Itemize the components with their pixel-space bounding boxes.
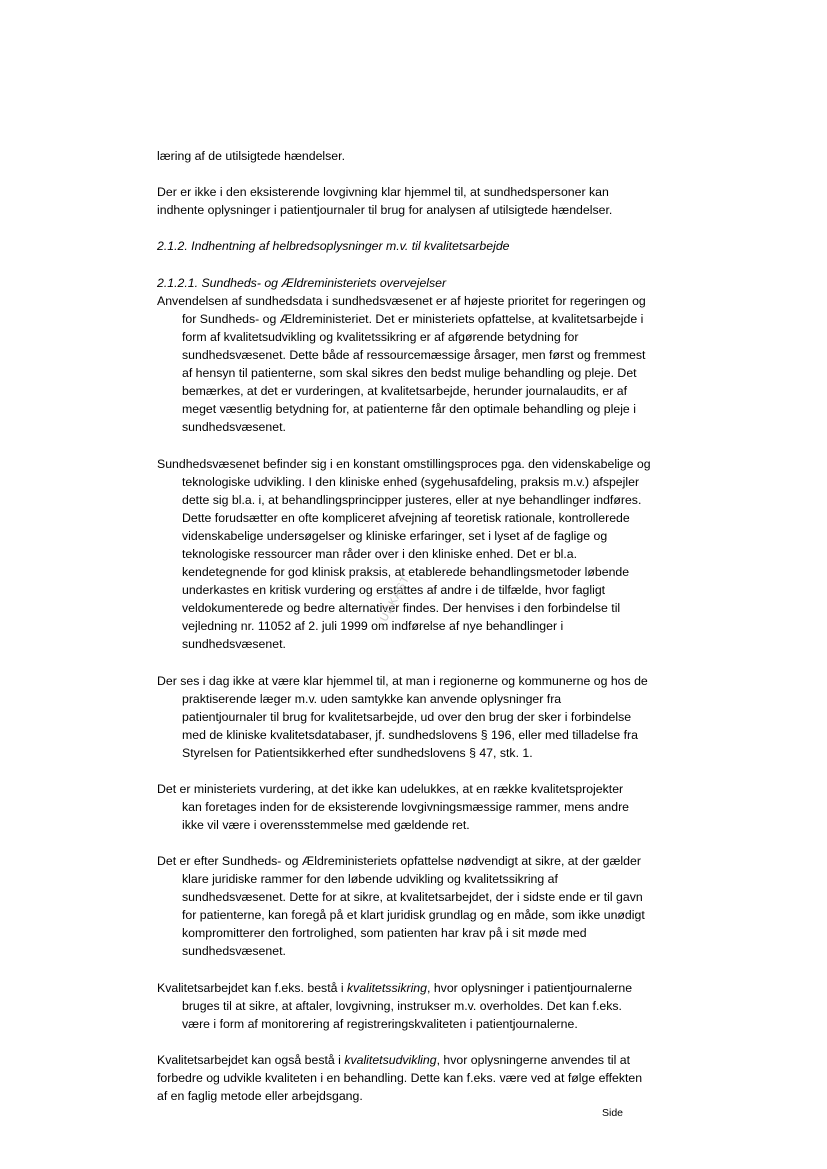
paragraph-juridiske-rammer (157, 852, 677, 960)
text-line: kendetegnende for god klinisk praksis, at etablerede behandlingsmetoder løbende (182, 565, 630, 579)
text-line: dette sig bl.a. i, at behandlingsprincipper justeres, eller at nye behandlinger indføres. (182, 493, 642, 507)
emphasis-term: kvalitetsudvikling (344, 1053, 437, 1067)
paragraph-omstillingsproces (157, 455, 677, 653)
section-heading-2-1-2: 2.1.2. Indhentning af helbredsoplysninger m.v. til kvalitetsarbejde (157, 239, 510, 253)
text-line: læring af de utilsigtede hændelser. (157, 149, 345, 163)
text-line: Sundhedsvæsenet befinder sig i en konstant omstillingsproces pga. den videnskabelige og (157, 457, 651, 471)
text-line: Kvalitetsarbejdet kan f.eks. bestå i kvalitetssikring, hvor oplysninger i patientjournalerne (157, 981, 633, 995)
text-line: af hensyn til patienterne, som skal sikres den bedst mulige behandling og pleje. Det (182, 366, 637, 380)
text-line: være i form af monitorering af registreringskvaliteten i patientjournalerne. (182, 1017, 578, 1031)
paragraph-ministeriets-vurdering (157, 780, 677, 834)
text-line: form af kvalitetsudvikling og kvalitetssikring er af afgørende betydning for (182, 330, 579, 344)
text-line: kompromitterer den fortrolighed, som patienten har krav på i sit møde med (182, 926, 587, 940)
paragraph-kvalitetssikring (157, 979, 677, 1033)
intro-paragraph (157, 147, 677, 165)
text-line: sundhedsvæsenet. (182, 944, 286, 958)
text-line: for patienterne, kan foregå på et klart juridisk grundlag og en måde, som ikke unødigt (182, 908, 645, 922)
text-line: klare juridiske rammer for den løbende udvikling og kvalitetssikring af (182, 872, 558, 886)
text-line: teknologiske udvikling. I den kliniske enhed (sygehusafdeling, praksis m.v.) afspejler (182, 475, 640, 489)
text-line: Dette forudsætter en ofte kompliceret afvejning af teoretisk rationale, kontrollerede (182, 511, 630, 525)
text-line: Styrelsen for Patientsikkerhed efter sundhedslovens § 47, stk. 1. (182, 746, 533, 760)
text-line: praktiserende læger m.v. uden samtykke kan anvende oplysninger fra (182, 692, 562, 706)
paragraph-hjemmel-kvalitetsarbejde (157, 672, 677, 762)
text-line: forbedre og udvikle kvaliteten i en behandling. Dette kan f.eks. være ved at følge effekten (157, 1071, 643, 1085)
emphasis-term: kvalitetssikring (347, 981, 427, 995)
text-line: ikke vil være i overensstemmelse med gældende ret. (182, 818, 470, 832)
draft-watermark: UDKAST (378, 573, 413, 624)
text-line: for Sundheds- og Ældreministeriet. Det er ministeriets opfattelse, at kvalitetsarbejde i (182, 312, 644, 326)
text-line: af en faglig metode eller arbejdsgang. (157, 1089, 363, 1103)
text-line: Der er ikke i den eksisterende lovgivning klar hjemmel til, at sundhedspersoner kan (157, 185, 609, 199)
page-footer-label: Side (602, 1107, 624, 1119)
text-line: underkastes en kritisk vurdering og erstattes af andre i de tilfælde, hvor fagligt (182, 583, 606, 597)
text-line: Der ses i dag ikke at være klar hjemmel til, at man i regionerne og kommunerne og hos de (157, 674, 648, 688)
text-line: sundhedsvæsenet. Dette både af ressourcemæssige årsager, men først og fremmest (182, 348, 646, 362)
text-line: kan foretages inden for de eksisterende lovgivningsmæssige rammer, mens andre (182, 800, 630, 814)
paragraph-hjemmel (157, 183, 677, 219)
text-line: sundhedsvæsenet. (182, 420, 286, 434)
text-line: Kvalitetsarbejdet kan også bestå i kvalitetsudvikling, hvor oplysningerne anvendes til at (157, 1053, 631, 1067)
text-line: bruges til at sikre, at aftaler, lovgivning, instrukser m.v. overholdes. Det kan f.eks. (182, 999, 622, 1013)
text-line: med de kliniske kvalitetsdatabaser, jf. sundhedslovens § 196, eller med tilladelse fra (182, 728, 638, 742)
text-line: meget væsentlig betydning for, at patienterne får den optimale behandling og pleje i (182, 402, 636, 416)
paragraph-kvalitetsudvikling (157, 1051, 677, 1105)
text-line: indhente oplysninger i patientjournaler til brug for analysen af utilsigtede hændelser. (157, 203, 613, 217)
text-line: veldokumenterede og bedre alternativer findes. Der henvises i den forbindelse til (182, 601, 621, 615)
paragraph-anvendelsen (157, 292, 677, 436)
text-line: Anvendelsen af sundhedsdata i sundhedsvæsenet er af højeste prioritet for regeringen og (157, 294, 646, 308)
text-line: patientjournaler til brug for kvalitetsarbejde, ud over den brug der sker i forbindelse (182, 710, 632, 724)
text-line: Det er ministeriets vurdering, at det ikke kan udelukkes, at en række kvalitetsprojekter (157, 782, 624, 796)
text-line: vejledning nr. 11052 af 2. juli 1999 om indførelse af nye behandlinger i (182, 619, 564, 633)
text-line: Det er efter Sundheds- og Ældreministeriets opfattelse nødvendigt at sikre, at der gælder (157, 854, 641, 868)
text-line: videnskabelige undersøgelser og kliniske erfaringer, set i lyset af de faglige og (182, 529, 608, 543)
section-heading-2-1-2-1: 2.1.2.1. Sundheds- og Ældreministeriets overvejelser (157, 276, 447, 290)
text-line: teknologiske ressourcer man råder over i den kliniske enhed. Det er bl.a. (182, 547, 578, 561)
text-line: bemærkes, at det er vurderingen, at kvalitetsarbejde, herunder journalaudits, er af (182, 384, 627, 398)
text-line: sundhedsvæsenet. (182, 637, 286, 651)
text-line: sundhedsvæsenet. Dette for at sikre, at kvalitetsarbejdet, der i sidste ende er til gavn (182, 890, 643, 904)
